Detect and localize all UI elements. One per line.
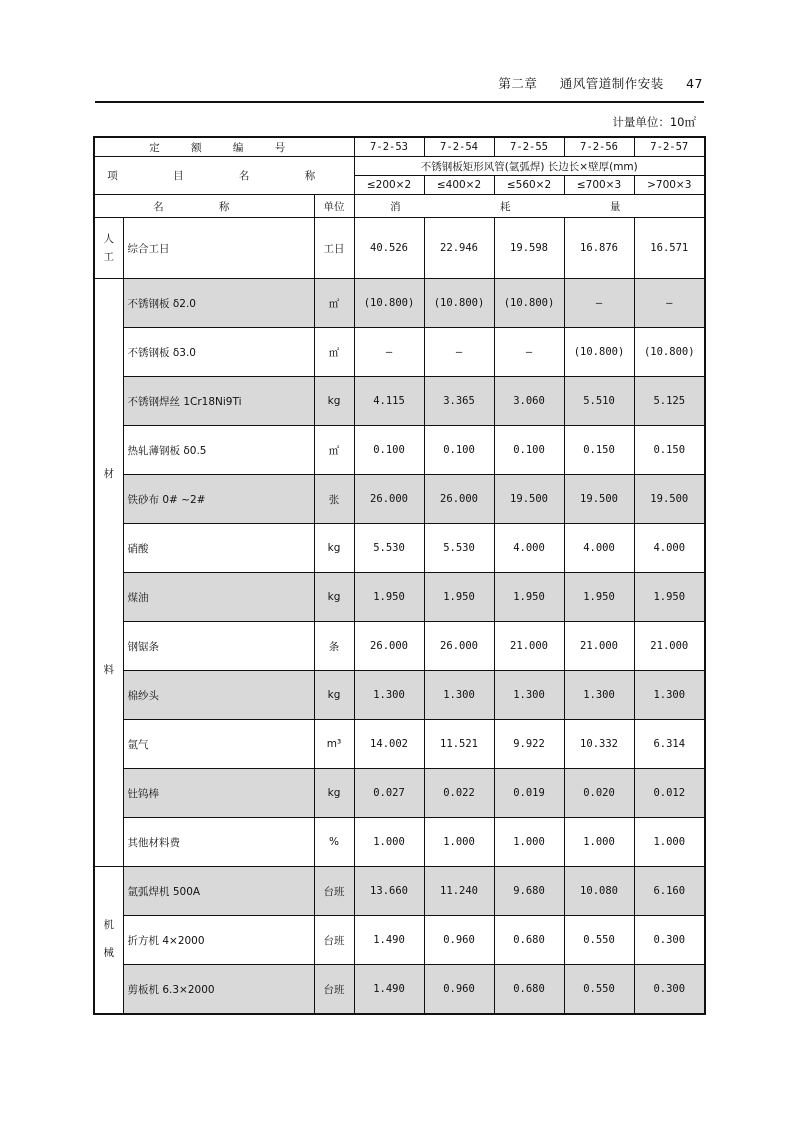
row-value: 19.500 xyxy=(564,475,634,524)
row-value: (10.800) xyxy=(494,279,564,328)
row-name: 折方机 4×2000 xyxy=(123,916,314,965)
row-name: 铁砂布 0# ~2# xyxy=(123,475,314,524)
column-header-row xyxy=(94,195,705,218)
chapter-label: 第二章 xyxy=(498,76,538,91)
row-unit: ㎡ xyxy=(314,328,354,377)
table-row xyxy=(94,328,705,377)
spec-cell: >700×3 xyxy=(634,176,705,195)
row-value: 0.150 xyxy=(564,426,634,475)
row-value: 40.526 xyxy=(354,218,424,279)
row-value: 0.027 xyxy=(354,769,424,818)
row-unit: kg xyxy=(314,524,354,573)
row-value: 3.060 xyxy=(494,377,564,426)
table-row xyxy=(94,622,705,671)
code-cell: 7-2-54 xyxy=(424,137,494,157)
row-name: 棉纱头 xyxy=(123,671,314,720)
row-value: 13.660 xyxy=(354,867,424,916)
col-consumption-header: 消 耗 量 xyxy=(354,195,705,218)
row-value: 1.000 xyxy=(494,818,564,867)
row-unit: 工日 xyxy=(314,218,354,279)
row-value: — xyxy=(564,279,634,328)
row-value: 6.314 xyxy=(634,720,705,769)
row-unit: 条 xyxy=(314,622,354,671)
table-row xyxy=(94,524,705,573)
row-unit: ㎡ xyxy=(314,279,354,328)
row-value: 1.490 xyxy=(354,916,424,965)
row-value: 19.500 xyxy=(634,475,705,524)
row-value: 5.530 xyxy=(424,524,494,573)
row-unit: ㎡ xyxy=(314,426,354,475)
table-row xyxy=(94,475,705,524)
code-cell: 7-2-57 xyxy=(634,137,705,157)
table-row xyxy=(94,916,705,965)
row-value: (10.800) xyxy=(564,328,634,377)
code-cell: 7-2-56 xyxy=(564,137,634,157)
category-label: 人工 xyxy=(103,233,114,263)
row-unit: 台班 xyxy=(314,965,354,1015)
row-value: 6.160 xyxy=(634,867,705,916)
row-value: 0.300 xyxy=(634,916,705,965)
machinery-category xyxy=(94,867,123,1015)
row-unit: % xyxy=(314,818,354,867)
row-name: 不锈钢板 δ3.0 xyxy=(123,328,314,377)
row-value: 4.000 xyxy=(634,524,705,573)
row-value: 1.300 xyxy=(354,671,424,720)
row-value: 14.002 xyxy=(354,720,424,769)
row-value: 0.020 xyxy=(564,769,634,818)
row-value: 5.125 xyxy=(634,377,705,426)
item-group-row xyxy=(94,157,705,176)
row-name: 氩弧焊机 500A xyxy=(123,867,314,916)
row-value: 1.950 xyxy=(564,573,634,622)
row-name: 不锈钢板 δ2.0 xyxy=(123,279,314,328)
row-value: 0.680 xyxy=(494,965,564,1015)
row-value: 16.876 xyxy=(564,218,634,279)
row-name: 氩气 xyxy=(123,720,314,769)
row-value: 16.571 xyxy=(634,218,705,279)
row-value: — xyxy=(494,328,564,377)
row-value: 0.100 xyxy=(354,426,424,475)
row-value: (10.800) xyxy=(354,279,424,328)
row-value: 0.300 xyxy=(634,965,705,1015)
table-row xyxy=(94,769,705,818)
row-value: 1.950 xyxy=(424,573,494,622)
code-label: 定 额 编 号 xyxy=(94,137,354,157)
row-unit: 台班 xyxy=(314,867,354,916)
row-value: 10.080 xyxy=(564,867,634,916)
category-bottom: 械 xyxy=(103,947,114,959)
row-value: 9.680 xyxy=(494,867,564,916)
row-unit: 台班 xyxy=(314,916,354,965)
row-value: 1.000 xyxy=(564,818,634,867)
table-row xyxy=(94,867,705,916)
category-bottom: 料 xyxy=(103,663,114,676)
row-value: 3.365 xyxy=(424,377,494,426)
col-unit-header: 单位 xyxy=(314,195,354,218)
row-value: 1.300 xyxy=(634,671,705,720)
row-value: 0.680 xyxy=(494,916,564,965)
row-name: 钍钨棒 xyxy=(123,769,314,818)
row-value: 11.240 xyxy=(424,867,494,916)
table-row xyxy=(94,671,705,720)
row-value: 1.000 xyxy=(634,818,705,867)
row-name: 综合工日 xyxy=(123,218,314,279)
row-value: 1.300 xyxy=(494,671,564,720)
spec-cell: ≤400×2 xyxy=(424,176,494,195)
table-row xyxy=(94,377,705,426)
row-value: 26.000 xyxy=(354,475,424,524)
row-value: 0.960 xyxy=(424,916,494,965)
row-value: (10.800) xyxy=(634,328,705,377)
row-name: 硝酸 xyxy=(123,524,314,573)
spec-cell: ≤560×2 xyxy=(494,176,564,195)
row-value: 0.960 xyxy=(424,965,494,1015)
row-unit: kg xyxy=(314,671,354,720)
row-value: 0.100 xyxy=(494,426,564,475)
row-value: 1.950 xyxy=(494,573,564,622)
row-value: 21.000 xyxy=(564,622,634,671)
row-value: 4.000 xyxy=(494,524,564,573)
col-name-header: 名 称 xyxy=(94,195,314,218)
row-value: 1.000 xyxy=(354,818,424,867)
row-value: — xyxy=(354,328,424,377)
section-title: 通风管道制作安装 xyxy=(559,76,664,91)
row-unit: 张 xyxy=(314,475,354,524)
code-cell: 7-2-55 xyxy=(494,137,564,157)
row-value: 1.300 xyxy=(564,671,634,720)
row-value: 1.490 xyxy=(354,965,424,1015)
row-value: 1.000 xyxy=(424,818,494,867)
table-row xyxy=(94,426,705,475)
row-value: 1.950 xyxy=(354,573,424,622)
row-value: 21.000 xyxy=(634,622,705,671)
row-value: 4.000 xyxy=(564,524,634,573)
row-value: 0.550 xyxy=(564,965,634,1015)
spec-cell: ≤700×3 xyxy=(564,176,634,195)
table-row xyxy=(94,818,705,867)
header-text xyxy=(498,74,703,92)
row-value: 26.000 xyxy=(424,475,494,524)
row-value: 4.115 xyxy=(354,377,424,426)
row-value: 0.022 xyxy=(424,769,494,818)
row-value: 11.521 xyxy=(424,720,494,769)
row-value: — xyxy=(634,279,705,328)
table-row xyxy=(94,279,705,328)
row-unit: kg xyxy=(314,377,354,426)
row-name: 煤油 xyxy=(123,573,314,622)
row-unit: kg xyxy=(314,573,354,622)
table-row xyxy=(94,218,705,279)
quota-table xyxy=(93,136,706,1015)
row-name: 钢锯条 xyxy=(123,622,314,671)
row-value: 0.019 xyxy=(494,769,564,818)
code-row xyxy=(94,137,705,157)
row-value: 5.530 xyxy=(354,524,424,573)
row-value: 9.922 xyxy=(494,720,564,769)
category-top: 材 xyxy=(103,467,114,480)
row-unit: m³ xyxy=(314,720,354,769)
unit-label: 计量单位：10㎡ xyxy=(612,115,696,129)
row-value: 21.000 xyxy=(494,622,564,671)
spec-cell: ≤200×2 xyxy=(354,176,424,195)
row-value: 10.332 xyxy=(564,720,634,769)
row-name: 剪板机 6.3×2000 xyxy=(123,965,314,1015)
row-value: (10.800) xyxy=(424,279,494,328)
row-value: — xyxy=(424,328,494,377)
row-unit: kg xyxy=(314,769,354,818)
row-name: 热轧薄钢板 δ0.5 xyxy=(123,426,314,475)
row-value: 26.000 xyxy=(424,622,494,671)
row-value: 26.000 xyxy=(354,622,424,671)
row-value: 19.598 xyxy=(494,218,564,279)
row-value: 22.946 xyxy=(424,218,494,279)
code-cell: 7-2-53 xyxy=(354,137,424,157)
item-group: 不锈钢板矩形风管(氩弧焊) 长边长×壁厚(mm) xyxy=(354,157,705,176)
row-name: 其他材料费 xyxy=(123,818,314,867)
item-label: 项 目 名 称 xyxy=(94,157,354,195)
table-row xyxy=(94,720,705,769)
row-value: 0.100 xyxy=(424,426,494,475)
page-header xyxy=(95,74,703,100)
row-value: 5.510 xyxy=(564,377,634,426)
row-value: 1.300 xyxy=(424,671,494,720)
row-value: 19.500 xyxy=(494,475,564,524)
labor-category xyxy=(94,218,123,279)
row-value: 0.550 xyxy=(564,916,634,965)
row-value: 0.012 xyxy=(634,769,705,818)
table-row xyxy=(94,573,705,622)
row-name: 不锈钢焊丝 1Cr18Ni9Ti xyxy=(123,377,314,426)
page-number: 47 xyxy=(686,76,703,91)
row-value: 1.950 xyxy=(634,573,705,622)
materials-category xyxy=(94,279,123,867)
category-top: 机 xyxy=(103,919,114,932)
table-row xyxy=(94,965,705,1015)
header-rule xyxy=(95,101,704,103)
row-value: 0.150 xyxy=(634,426,705,475)
